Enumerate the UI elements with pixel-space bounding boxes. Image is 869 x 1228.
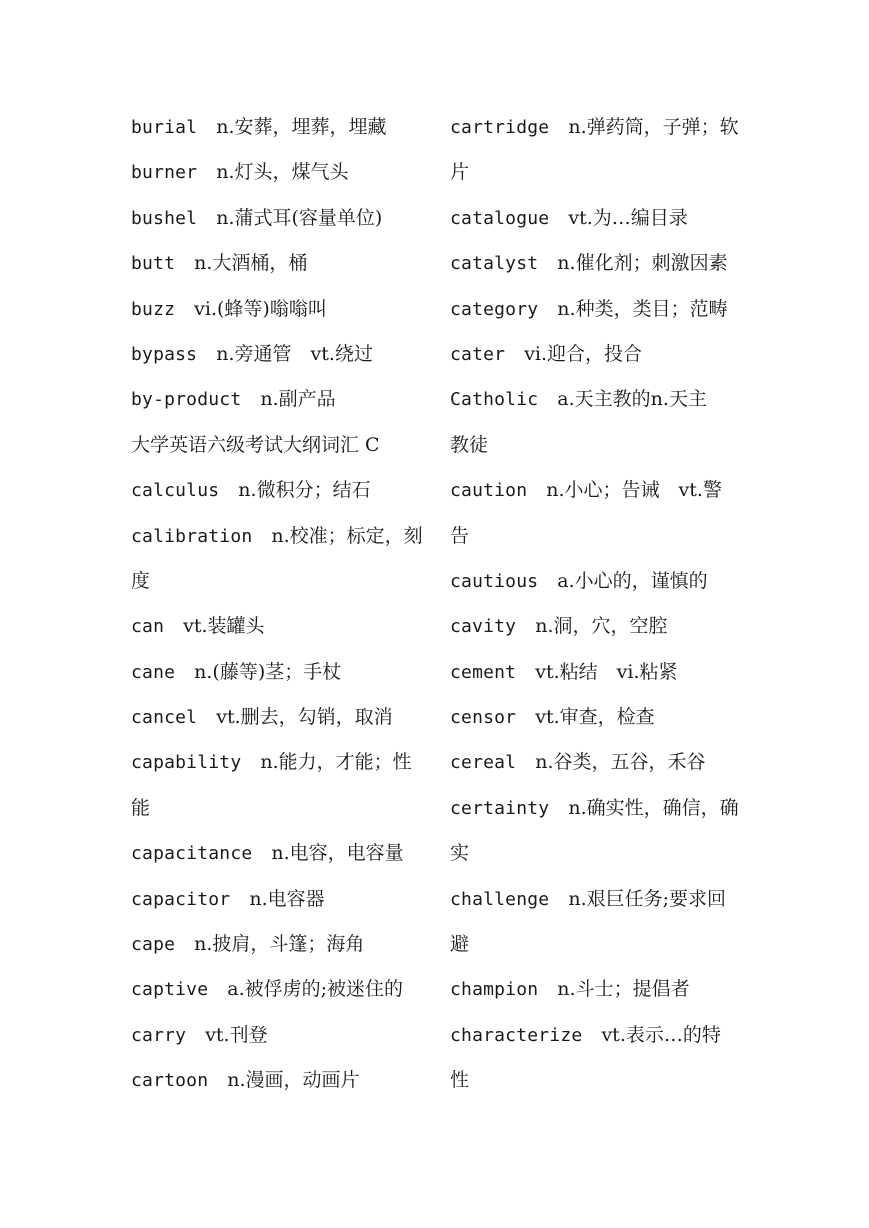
- vocab-entry: [450, 287, 745, 332]
- vocab-entry: [450, 105, 745, 150]
- entry-word: cavity: [450, 616, 517, 638]
- entry-word: censor: [450, 707, 517, 729]
- vocab-entry: [131, 377, 426, 422]
- text-line: [450, 150, 745, 195]
- right-column: [450, 105, 745, 1104]
- entry-word: capacitance: [131, 843, 253, 865]
- vocab-entry: [131, 332, 426, 377]
- entry-definition: n.校准；标定，刻: [271, 524, 423, 547]
- line-text: 告: [450, 524, 470, 547]
- entry-definition: n.蒲式耳(容量单位): [216, 206, 383, 229]
- vocab-entry: [131, 105, 426, 150]
- vocab-entry: [131, 150, 426, 195]
- entry-definition: vt.删去，勾销，取消: [216, 706, 393, 729]
- vocab-entry: [450, 786, 745, 831]
- vocab-entry: [131, 650, 426, 695]
- entry-word: catalyst: [450, 253, 539, 275]
- line-text: 避: [450, 933, 470, 956]
- entry-word: carry: [131, 1024, 187, 1046]
- entry-word: cape: [131, 934, 176, 956]
- left-column: [131, 105, 426, 1104]
- vocab-entry: [131, 1058, 426, 1103]
- entry-word: cautious: [450, 570, 539, 592]
- entry-definition: n.灯头，煤气头: [216, 161, 349, 184]
- entry-word: challenge: [450, 888, 550, 910]
- entry-word: butt: [131, 253, 176, 275]
- entry-word: cane: [131, 661, 176, 683]
- vocab-entry: [131, 514, 426, 559]
- entry-word: buzz: [131, 298, 176, 320]
- line-text: 度: [131, 569, 151, 592]
- vocab-entry: [131, 831, 426, 876]
- entry-definition: a.天主教的n.天主: [557, 388, 707, 411]
- entry-definition: n.大酒桶，桶: [194, 252, 308, 275]
- entry-word: cater: [450, 343, 506, 365]
- entry-definition: n.能力，才能；性: [260, 751, 412, 774]
- vocab-entry: [450, 196, 745, 241]
- entry-definition: n.安葬，埋葬，埋藏: [216, 116, 387, 138]
- text-line: [450, 514, 745, 559]
- entry-definition: n.催化剂；刺激因素: [557, 252, 728, 275]
- entry-word: cartridge: [450, 117, 550, 138]
- text-line: [450, 922, 745, 967]
- entry-definition: vt.刊登: [205, 1023, 268, 1046]
- line-text: 实: [450, 842, 470, 865]
- entry-definition: n.谷类，五谷，禾谷: [535, 751, 706, 774]
- text-line: [131, 423, 426, 468]
- entry-definition: vi.(蜂等)嗡嗡叫: [194, 297, 327, 320]
- entry-definition: n.披肩，斗篷；海角: [194, 933, 365, 956]
- vocab-entry: [450, 1013, 745, 1058]
- entry-word: characterize: [450, 1024, 583, 1046]
- vocab-entry: [450, 604, 745, 649]
- entry-word: champion: [450, 979, 539, 1001]
- text-line: [450, 423, 745, 468]
- entry-definition: n.漫画，动画片: [227, 1069, 360, 1092]
- entry-word: category: [450, 298, 539, 320]
- vocab-entry: [450, 468, 745, 513]
- text-line: [450, 1058, 745, 1103]
- vocab-entry: [131, 967, 426, 1012]
- vocab-entry: [450, 695, 745, 740]
- entry-definition: n.微积分；结石: [238, 479, 371, 502]
- entry-word: cement: [450, 661, 517, 683]
- text-line: [131, 786, 426, 831]
- entry-word: capability: [131, 752, 242, 774]
- entry-word: burial: [131, 117, 198, 138]
- line-text: 性: [450, 1069, 470, 1092]
- vocab-entry: [131, 241, 426, 286]
- entry-definition: n.弹药筒，子弹；软: [568, 116, 739, 138]
- vocab-entry: [131, 740, 426, 785]
- entry-word: calibration: [131, 525, 253, 547]
- entry-word: by-product: [131, 389, 242, 411]
- entry-definition: n.副产品: [260, 388, 336, 411]
- vocab-entry: [131, 877, 426, 922]
- entry-word: capacitor: [131, 888, 231, 910]
- entry-definition: n.洞，穴，空腔: [535, 615, 668, 638]
- vocab-entry: [131, 287, 426, 332]
- entry-definition: n.确实性，确信，确: [568, 796, 739, 819]
- vocab-entry: [450, 241, 745, 286]
- entry-definition: n.(藤等)茎；手杖: [194, 660, 342, 683]
- line-text: 片: [450, 161, 470, 184]
- line-text: 能: [131, 796, 151, 819]
- vocab-entry: [131, 196, 426, 241]
- entry-definition: vi.迎合，投合: [524, 342, 643, 365]
- entry-word: certainty: [450, 797, 550, 819]
- entry-word: cereal: [450, 752, 517, 774]
- entry-definition: vt.粘结 vi.粘紧: [535, 660, 678, 683]
- vocab-entry: [131, 695, 426, 740]
- vocab-entry: [131, 468, 426, 513]
- vocab-entry: [131, 1013, 426, 1058]
- entry-definition: n.斗士；提倡者: [557, 978, 690, 1001]
- vocab-entry: [450, 877, 745, 922]
- entry-word: can: [131, 616, 165, 638]
- text-line: [131, 559, 426, 604]
- entry-word: cancel: [131, 707, 198, 729]
- entry-word: burner: [131, 162, 198, 184]
- entry-word: calculus: [131, 480, 220, 502]
- entry-definition: a.小心的，谨慎的: [557, 569, 708, 592]
- entry-definition: n.小心；告诫 vt.警: [546, 479, 722, 502]
- entry-definition: a.被俘虏的;被迷住的: [227, 978, 404, 1001]
- vocab-entry: [450, 650, 745, 695]
- entry-word: catalogue: [450, 207, 550, 229]
- entry-definition: vt.为…编目录: [568, 206, 688, 229]
- entry-word: Catholic: [450, 389, 539, 411]
- entry-definition: vt.审查，检查: [535, 706, 655, 729]
- entry-word: cartoon: [131, 1070, 209, 1092]
- vocab-entry: [131, 922, 426, 967]
- entry-word: caution: [450, 480, 528, 502]
- line-text: 大学英语六级考试大纲词汇 C: [131, 433, 380, 456]
- vocab-entry: [450, 559, 745, 604]
- entry-word: captive: [131, 979, 209, 1001]
- vocab-entry: [450, 967, 745, 1012]
- vocab-entry: [450, 332, 745, 377]
- entry-definition: n.旁通管 vt.绕过: [216, 342, 373, 365]
- entry-definition: vt.表示…的特: [601, 1023, 721, 1046]
- entry-word: bushel: [131, 207, 198, 229]
- entry-definition: n.艰巨任务;要求回: [568, 887, 727, 910]
- vocab-entry: [131, 604, 426, 649]
- entry-definition: vt.装罐头: [183, 615, 265, 638]
- text-line: [450, 831, 745, 876]
- line-text: 教徒: [450, 433, 489, 456]
- entry-definition: n.种类，类目；范畴: [557, 297, 728, 320]
- entry-definition: n.电容，电容量: [271, 842, 404, 865]
- vocab-entry: [450, 377, 745, 422]
- entry-word: bypass: [131, 343, 198, 365]
- entry-definition: n.电容器: [249, 887, 325, 910]
- vocab-entry: [450, 740, 745, 785]
